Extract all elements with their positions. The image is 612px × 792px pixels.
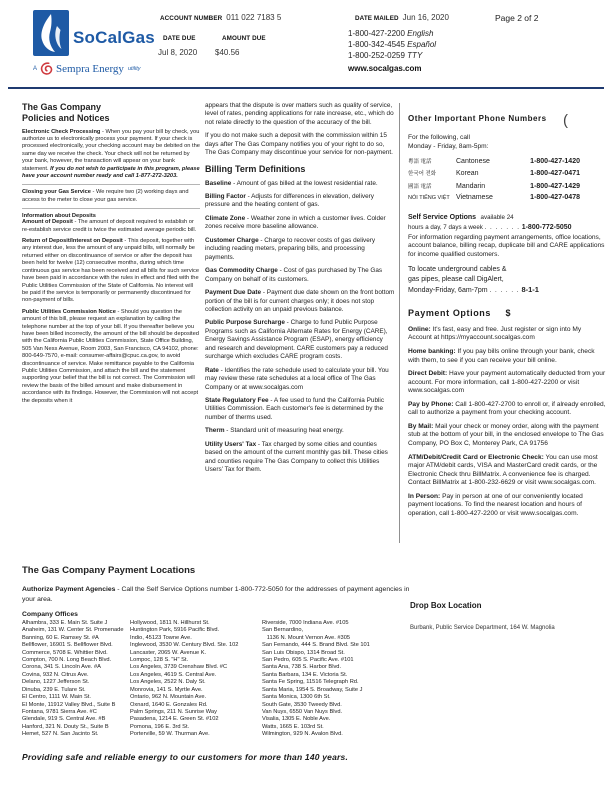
language-phone-number: 1-800-427-0478 — [530, 194, 580, 202]
billing-definition: State Regulatory Fee - A fee used to fund the California Public Utilities Commission. Each customer's fee is determined by the number of therms used. — [205, 397, 385, 421]
date-mailed-value: Jun 16, 2020 — [402, 13, 449, 22]
policy-electronic-check: Electronic Check Processing - When you pay your bill by check, you authorize us to electronically process your payment. If your check is processed electronically, your checking account may be debited on the same day we receive the check. Your check will not be returned by your bank, however, the transaction will appear on your bank statement. If you do not wish to participate in this program, please have your account number ready and call 1-877-272-3203. — [22, 128, 200, 180]
sempra-utility-label: utility — [127, 65, 141, 72]
language-name: Korean — [456, 170, 479, 178]
amount-due-value: $40.56 — [215, 48, 240, 57]
office-address: Commerce, 5708 E. Whittier Blvd. — [22, 649, 108, 656]
office-address: San Luis Obispo, 1314 Broad St. — [262, 649, 345, 656]
office-address: Los Angeles, 3739 Crenshaw Blvd. #C — [130, 664, 228, 671]
date-mailed-row — [355, 13, 449, 22]
office-address: Santa Ana, 738 S. Harbor Blvd. — [262, 664, 342, 671]
office-address: Watts, 1665 E. 103rd St. — [262, 723, 324, 730]
self-service-number: 1-800-772-5050 — [521, 223, 572, 231]
account-number-label: ACCOUNT NUMBER — [160, 15, 223, 22]
office-address: Lompoc, 128 S. "H" St. — [130, 657, 189, 664]
contact-phone-line — [348, 39, 436, 50]
office-address: Van Nuys, 6550 Van Nuys Blvd. — [262, 708, 343, 715]
office-address: Riverside, 7000 Indiana Ave. #105 — [262, 620, 349, 627]
policies-column — [22, 102, 200, 409]
payment-method: In Person: Pay in person at one of our conveniently located payment locations. To find the nearest location and hours of operation, call 1-800-427-2200 or visit www.socalgas.com. — [408, 492, 583, 517]
office-address: Dinuba, 239 E. Tulare St. — [22, 686, 86, 693]
account-number-row — [160, 13, 281, 22]
language-phone-list — [408, 157, 606, 202]
language-name: Mandarin — [456, 182, 486, 190]
phone-numbers-column — [408, 100, 606, 524]
payment-method: Direct Debit: Have your payment automatically deducted from your account. For more information, call 1-800-427-2200 or visit www.socalgas.com — [408, 370, 606, 395]
billing-definition: Public Purpose Surcharge - Charge to fund Public Purpose Programs such as California Alternate Rates for Energy (CARE), Energy Savings Assistance Program (ESAP), energy efficiency and research and development. CARE customers pay a reduced surcharge which excludes CARE program costs. — [205, 319, 388, 361]
office-address: Indio, 45123 Towne Ave. — [130, 634, 192, 641]
billing-terms-column — [205, 102, 395, 480]
office-address: San Pedro, 605 S. Pacific Ave. #101 — [262, 657, 354, 664]
language-phone-row — [408, 169, 580, 177]
authorize-payment-agencies: Authorize Payment Agencies - Call the Self Service Options number 1-800-772-5050 for the addresses of payment agencies in your area. — [22, 586, 410, 603]
office-address: Bellflower, 16901 S. Bellflower Blvd. — [22, 642, 113, 649]
self-service-options: Self Service Options available 24 hours a day, 7 days a week . . . . . . . 1-800-772-5050 For information regarding payment arrangements, office locations, account balance, billing recap, duplicate bill and CARE applications for income qualified customers. — [408, 213, 605, 258]
office-address: Anaheim, 131 W. Center St. Promenade — [22, 627, 124, 634]
policy-closing-service: Closing your Gas Service - We require two (2) working days and access to the meter to close your gas service. — [22, 189, 189, 203]
office-address: Huntington Park, 5916 Pacific Blvd. — [130, 627, 220, 634]
billing-definition: Payment Due Date - Payment due date shown on the front bottom portion of the bill is for current charges only; it does not stop collection activity on an unpaid previous balance. — [205, 289, 395, 313]
sempra-prefix: A — [33, 65, 38, 72]
language-native-script: NÓI TIẾNG VIỆT — [408, 195, 450, 202]
dollar-icon: $ — [505, 307, 511, 318]
section-divider — [22, 208, 200, 209]
digalert-number: 8-1-1 — [521, 285, 539, 295]
billing-definitions-list — [205, 180, 395, 475]
language-native-script: 粵語 電話 — [408, 158, 432, 165]
language-name: Cantonese — [456, 157, 490, 165]
office-address: South Gate, 3530 Tweedy Blvd. — [262, 701, 342, 708]
language-phone-number: 1-800-427-1429 — [530, 182, 580, 190]
office-address: Pasadena, 1214 E. Green St. #102 — [130, 716, 219, 723]
amount-due-label: AMOUNT DUE — [222, 35, 266, 42]
sempra-wordmark: Sempra Energy — [56, 62, 124, 75]
drop-box-title: Drop Box Location — [410, 601, 482, 610]
office-address: Corona, 341 S. Lincoln Ave. #A — [22, 664, 101, 671]
office-address: Porterville, 59 W. Thurman Ave. — [130, 731, 210, 738]
sempra-swirl-icon — [39, 61, 54, 76]
drop-box-address: Burbank, Public Service Department, 164 W. Magnolia — [410, 625, 555, 631]
office-address: El Centro, 1111 W. Main St. — [22, 694, 91, 701]
section-divider — [22, 184, 200, 185]
language-native-script: 한국어 전화 — [408, 171, 437, 178]
billing-definition: Rate - Identifies the rate schedule used to calculate your bill. You may review these rate schedules at a local office of The Gas Company or at www.socalgas.com — [205, 366, 389, 391]
phone-language: TTY — [407, 51, 423, 60]
policy-return-of-deposit: Return of Deposit/Interest on Deposit - This deposit, together with any interest due, less the amount of any unpaid bills, will normally be returned either on discontinuance of service or after the deposit has been held for twelve (12) consecutive months, during which time continuous gas service has been received and all bills for such service have been paid in accordance with the rules in effect and filed with the Public Utilities Commission of the State of California. No interest will be paid if the service is temporarily or permanently discontinued for non-payment of bills. — [22, 238, 200, 304]
footer-tagline: Providing safe and reliable energy to our customers for more than 140 years. — [22, 752, 349, 762]
language-phone-number: 1-800-427-0471 — [530, 170, 580, 178]
language-phone-number: 1-800-427-1420 — [530, 157, 580, 165]
policy-puc-notice: Public Utilities Commission Notice - Should you question the amount of this bill, please request an explanation by calling the telephone number at the top of your bill. If you thereafter believe you have been billed incorrectly, the amount of the bill should be deposited with the California Public Utilities Commission, State Office Building, 505 Van Ness Avenue, Room 2003, San Francisco, CA 94102, phone: 800-649-7570, e-mail: consumer-affairs@cpuc.ca.gov, to avoid discontinuance of service. Make remittance payable to the California Public Utilities Commission, and attach the bill and the statement supporting your belief that the bill is not correct. The Commission will review the basis of the billed amount and make disbursement in accordance with its findings. However, the Commission will not accept the deposits when it — [22, 308, 199, 404]
office-address: Santa Barbara, 134 E. Victoria St. — [262, 671, 348, 678]
language-native-script: 國語 電話 — [408, 183, 432, 190]
date-mailed-label: DATE MAILED — [355, 15, 399, 22]
contact-phone-list — [348, 28, 436, 61]
date-due-value: Jul 8, 2020 — [158, 48, 198, 57]
billing-terms-title: Billing Term Definitions — [205, 163, 306, 174]
payment-locations-section — [22, 565, 452, 739]
other-phones-intro: For the following, call Monday - Friday, 8am-5pm: — [408, 134, 489, 150]
billing-definition: Therm - Standard unit of measuring heat energy. — [205, 427, 344, 435]
brand-wordmark: SoCalGas — [73, 28, 155, 47]
office-address: Santa Maria, 1954 S. Broadway, Suite J — [262, 686, 363, 693]
office-address: Fontana, 9781 Sierra Ave. #C — [22, 708, 97, 715]
office-address: Oxnard, 1640 E. Gonzales Rd. — [130, 701, 208, 708]
policies-title: The Gas Company Policies and Notices — [22, 102, 110, 123]
billing-definition: Climate Zone - Weather zone in which a customer lives. Colder zones receive more baseline allowance. — [205, 214, 386, 231]
office-address: Compton, 700 N. Long Beach Blvd. — [22, 657, 112, 664]
payment-method: Pay by Phone: Call 1-800-427-2700 to enroll or, if already enrolled, call to authorize a payment from your checking account. — [408, 400, 606, 417]
office-address: Alhambra, 333 E. Main St. Suite J — [22, 620, 108, 627]
deposits-heading: Information about Deposits — [22, 213, 96, 220]
other-phones-title: Other Important Phone Numbers — [408, 114, 547, 123]
office-address: Santa Monica, 1300 6th St. — [262, 694, 331, 701]
payment-method: Online: It's fast, easy and free. Just register or sign into My Account at https://myaccount.socalgas.com — [408, 325, 582, 342]
billing-definition: Billing Factor - Adjusts for differences in elevation, delivery pressure and the heating content of gas. — [205, 192, 374, 209]
office-address: Hollywood, 1811 N. Hillhurst St. — [130, 620, 210, 627]
sempra-energy-lockup — [33, 61, 140, 76]
offices-column-1 — [22, 620, 130, 739]
self-service-description: For information regarding payment arrangements, office locations, account balance, billing recap, duplicate bill and CARE applications for income qualified customers. — [408, 233, 605, 258]
website-url: www.socalgas.com — [348, 64, 422, 73]
phone-number: 1-800-427-2200 — [348, 29, 405, 38]
puc-notice-continuation-1: appears that the dispute is over matters such as quality of service, level of rates, pending applications for rate increase, etc., which do not relate directly to the question of the accuracy of the bill. — [205, 102, 394, 126]
phone-language: Español — [407, 40, 437, 49]
office-address: Delano, 1227 Jefferson St. — [22, 679, 90, 686]
billing-definition: Utility Users' Tax - Tax charged by some cities and counties based on the amount of the current monthly gas bill. These cities and counties require The Gas Company to collect this Utilities Users' Tax for them. — [205, 440, 388, 474]
office-address: Glendale, 919 S. Central Ave. #B — [22, 716, 106, 723]
page-indicator: Page 2 of 2 — [495, 13, 539, 23]
office-address: Banning, 60 E. Ramsey St. #A — [22, 634, 99, 641]
language-name: Vietnamese — [456, 194, 493, 202]
office-address: Wilmington, 929 N. Avalon Blvd. — [262, 731, 343, 738]
office-address: Los Angeles, 4619 S. Central Ave. — [130, 671, 217, 678]
language-phone-row — [408, 194, 580, 201]
phone-number: 1-800-342-4545 — [348, 40, 405, 49]
office-address: Santa Fe Spring, 11516 Telegraph Rd. — [262, 679, 359, 686]
billing-definition: Baseline - Amount of gas billed at the lowest residential rate. — [205, 179, 378, 187]
office-address: Lancaster, 2065 W. Avenue K. — [130, 649, 207, 656]
office-address: San Bernardino, — [262, 627, 304, 634]
payment-locations-title: The Gas Company Payment Locations — [22, 565, 196, 576]
payment-method: ATM/Debit/Credit Card or Electronic Check: You can use most major ATM/debit cards, VISA and MasterCard credit cards, or the Electronic Check thru BillMatrix. A convenience fee is charged. Contact BillMatrix at 1-800-232-6629 or visit www.socalgas.com. — [408, 453, 598, 487]
offices-column-2 — [130, 620, 262, 739]
date-due-label: DATE DUE — [163, 35, 196, 42]
company-offices-heading: Company Offices — [22, 611, 78, 619]
header-divider — [8, 87, 604, 89]
office-address: San Fernando, 444 S. Brand Blvd. Ste 101 — [262, 642, 370, 649]
office-address: Hemet, 527 N. San Jacinto St. — [22, 731, 99, 738]
phone-icon: ( — [562, 112, 568, 129]
payment-method: By Mail: Mail your check or money order, along with the payment stub at the bottom of your bill, in the enclosed envelope to The Gas Company, PO Box C, Monterey Park, CA 91756 — [408, 422, 604, 448]
language-phone-row — [408, 157, 580, 165]
other-phones-header — [408, 108, 606, 129]
office-address: Palm Springs, 211 N. Sunrise Way — [130, 708, 217, 715]
phone-language: English — [407, 29, 434, 38]
contact-phone-line — [348, 50, 436, 61]
column-divider — [399, 103, 400, 543]
puc-notice-continuation-2: If you do not make such a deposit with the commission within 15 days after The Gas Company notifies you of your right to do so, The Gas Company may discontinue your service for non-payment. — [205, 132, 393, 157]
digalert-notice: To locate underground cables & gas pipes, please call DigAlert, Monday-Friday, 6am-7pm . . . . . . 8-1-1 — [408, 266, 539, 295]
office-address: Los Angeles, 2522 N. Daly St. — [130, 679, 206, 686]
office-address: Monrovia, 141 S. Myrtle Ave. — [130, 686, 203, 693]
office-address: Covina, 932 N. Citrus Ave. — [22, 671, 89, 678]
billing-definition: Gas Commodity Charge - Cost of gas purchased by The Gas Company on behalf of its customers. — [205, 267, 383, 283]
drop-box-location — [410, 601, 555, 631]
office-address: Pomona, 196 E. 3rd St. — [130, 723, 190, 730]
billing-definition: Customer Charge - Charge to recover costs of gas delivery including reading meters, preparing bills, and processing payments. — [205, 236, 376, 261]
office-address: Hanford, 321 N. Douty St., Suite B — [22, 723, 109, 730]
payment-options-header — [408, 303, 606, 321]
office-address: Visalia, 1305 E. Noble Ave. — [262, 716, 331, 723]
account-number-value: 011 022 7183 5 — [226, 13, 282, 22]
language-phone-row — [408, 182, 580, 190]
company-offices-columns — [22, 620, 452, 739]
payment-options-title: Payment Options — [408, 307, 492, 318]
phone-number: 1-800-252-0259 — [348, 51, 405, 60]
contact-phone-line — [348, 28, 436, 39]
policy-amount-of-deposit: Amount of Deposit - The amount of deposit required to establish or re-establish service credit is twice the estimated average periodic bill. — [22, 219, 197, 233]
payment-method: Home banking: If you pay bills online through your bank, check with them, to see if you can receive your bill online. — [408, 347, 595, 364]
payment-methods-list — [408, 326, 606, 519]
office-address: Inglewood, 3530 W. Century Blvd. Ste. 102 — [130, 642, 239, 649]
flame-glyph — [33, 10, 69, 56]
socalgas-flame-icon — [33, 10, 69, 56]
offices-column-3 — [262, 620, 422, 739]
office-address: Ontario, 962 N. Mountain Ave. — [130, 694, 207, 701]
office-address: El Monte, 11912 Valley Blvd., Suite B — [22, 701, 116, 708]
office-address: 1136 N. Mount Vernon Ave. #305 — [262, 634, 351, 641]
